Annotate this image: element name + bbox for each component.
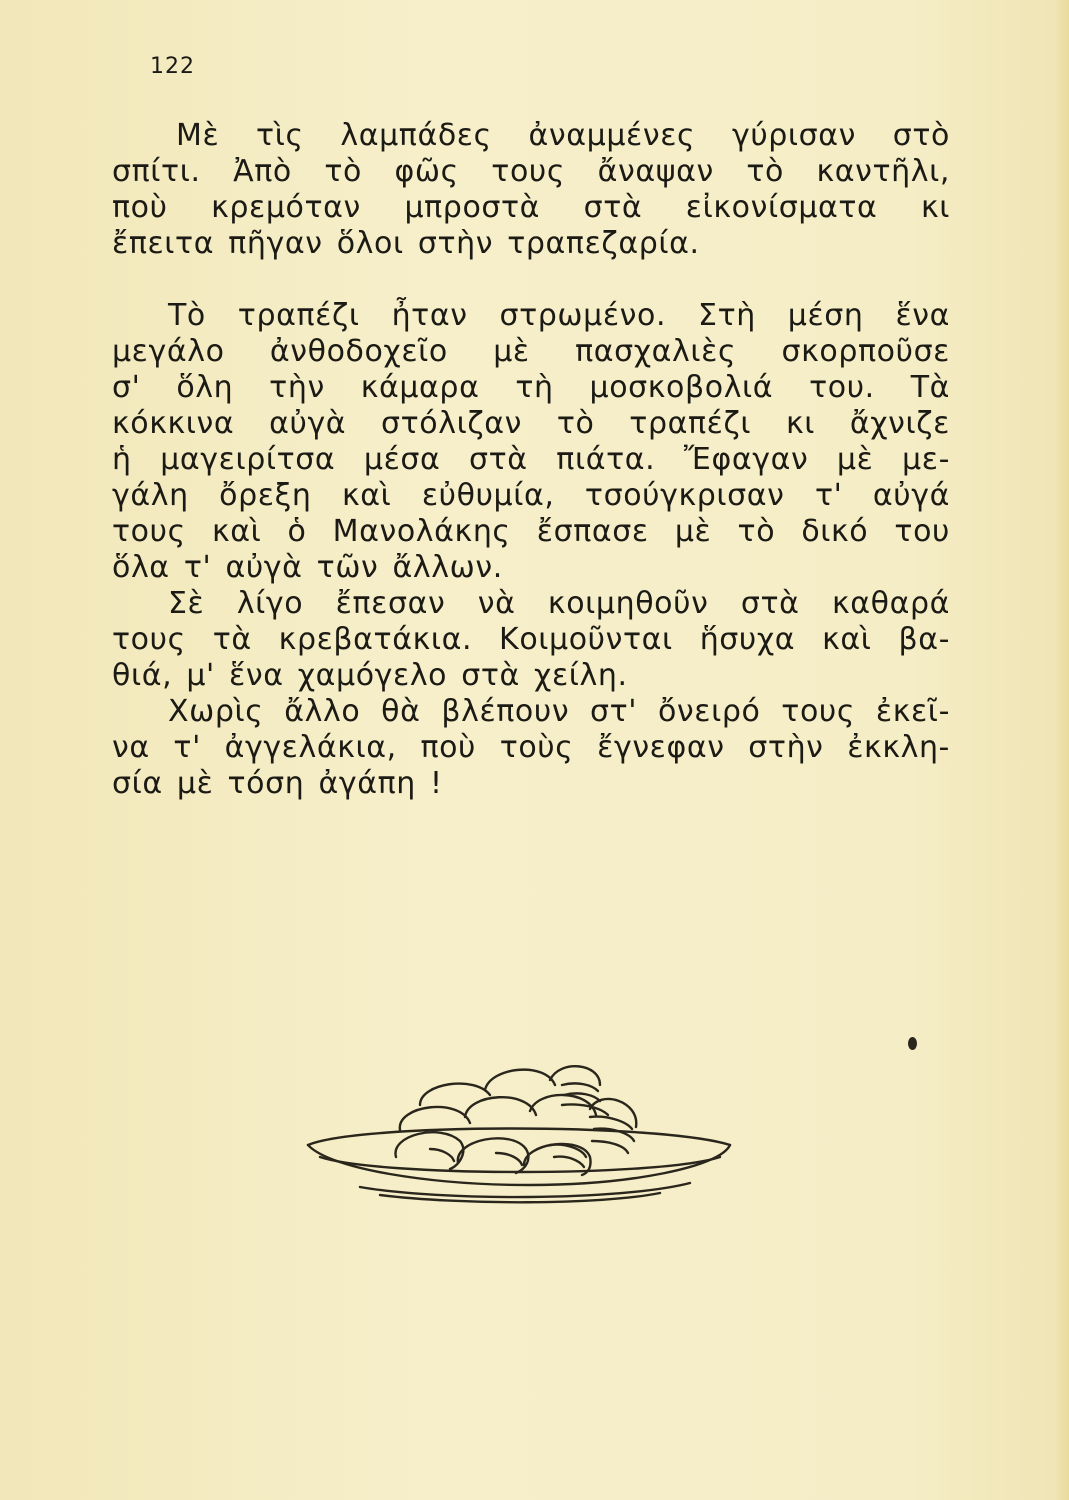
text-line: Μὲ τὶς λαμπάδες ἀναμμένες γύρισαν στὸ	[176, 118, 950, 153]
text-line: ποὺ κρεμόταν μπροστὰ στὰ εἰκονίσματα κι	[112, 190, 950, 225]
page-number: 122	[150, 54, 195, 79]
text-line: Σὲ λίγο ἔπεσαν νὰ κοιμηθοῦν στὰ καθαρά	[168, 586, 950, 621]
text-line: Χωρὶς ἄλλο θὰ βλέπουν στ' ὄνειρό τους ἐκεῖ-	[168, 694, 950, 729]
paragraph-gap	[112, 262, 950, 298]
text-line: γάλη ὄρεξη καὶ εὐθυμία, τσούγκρισαν τ' αὐγά	[112, 478, 950, 513]
text-line: ἡ μαγειρίτσα μέσα στὰ πιάτα. Ἔφαγαν μὲ με-	[112, 442, 950, 477]
text-line: μεγάλο ἀνθοδοχεῖο μὲ πασχαλιὲς σκορποῦσε	[112, 334, 950, 369]
page-edge-shadow	[1055, 0, 1069, 1500]
text-line: κόκκινα αὐγὰ στόλιζαν τὸ τραπέζι κι ἄχνιζε	[112, 406, 950, 441]
text-line: ὅλα τ' αὐγὰ τῶν ἄλλων.	[112, 550, 503, 585]
paragraph-3	[112, 586, 950, 694]
paragraph-4	[112, 694, 950, 802]
text-line: τους τὰ κρεβατάκια. Κοιμοῦνται ἥσυχα καὶ βα-	[112, 622, 950, 657]
text-line: Τὸ τραπέζι ἦταν στρωμένο. Στὴ μέση ἕνα	[168, 298, 950, 333]
paragraph-1	[112, 118, 950, 262]
text-line: σ' ὅλη τὴν κάμαρα τὴ μοσκοβολιά του. Τὰ	[112, 370, 950, 405]
text-line: να τ' ἀγγελάκια, ποὺ τοὺς ἔγνεφαν στὴν ἐκκλη-	[112, 730, 950, 765]
text-line: σία μὲ τόση ἀγάπη !	[112, 766, 443, 801]
text-line: θιά, μ' ἕνα χαμόγελο στὰ χείλη.	[112, 658, 628, 693]
text-line: σπίτι. Ἀπὸ τὸ φῶς τους ἄναψαν τὸ καντῆλι,	[112, 154, 950, 189]
ink-dot	[908, 1037, 917, 1050]
plate-of-eggs-icon	[300, 1045, 770, 1215]
story-text	[112, 118, 950, 802]
text-line: τους καὶ ὁ Μανολάκης ἔσπασε μὲ τὸ δικό του	[112, 514, 950, 549]
paragraph-2	[112, 298, 950, 586]
text-line: ἔπειτα πῆγαν ὅλοι στὴν τραπεζαρία.	[112, 226, 700, 261]
